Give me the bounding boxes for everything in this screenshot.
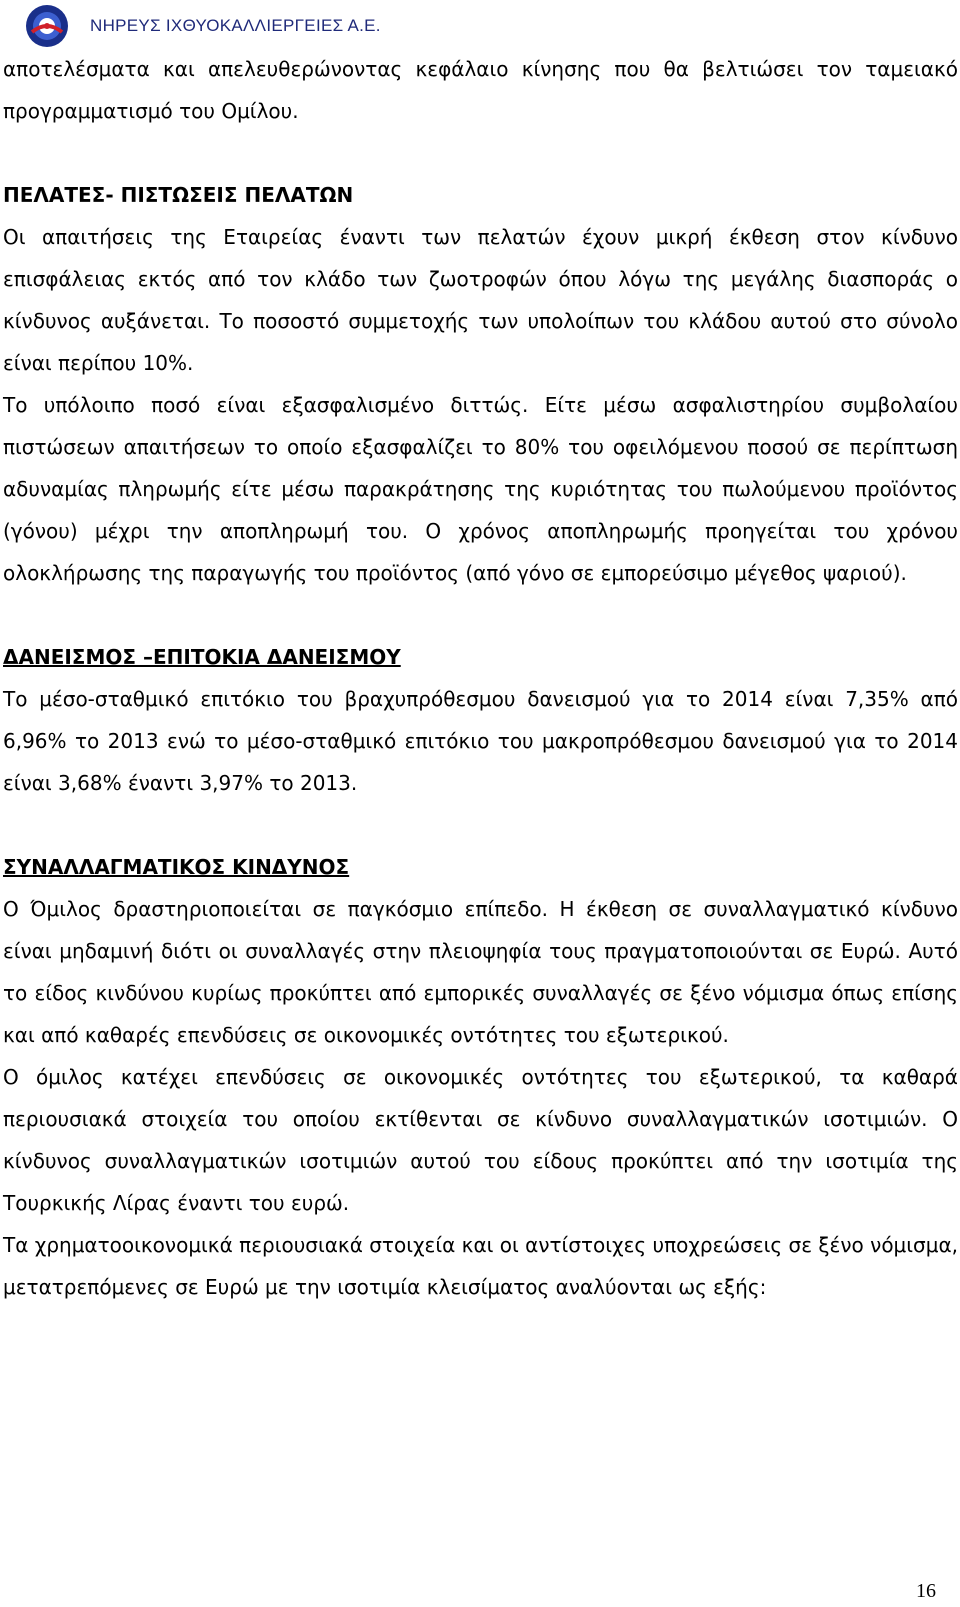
company-name: ΝΗΡΕΥΣ ΙΧΘΥΟΚΑΛΛΙΕΡΓΕΙΕΣ Α.Ε. (90, 16, 381, 35)
fx-paragraph-1: Ο Όμιλος δραστηριοποιείται σε παγκόσμιο επίπεδο. Η έκθεση σε συναλλαγματικό κίνδυνο είναι μηδαμινή διότι οι συναλλαγές στην πλειοψηφία τους πραγματοποιούνται σε Ευρώ. Αυτό το είδος κινδύνου κυρίως προκύπτει από εμπορικές συναλλαγές σε ξένο νόμισμα όπως επίσης και από καθαρές επενδύσεις σε οικονομικές οντότητες του εξωτερικού. (3, 897, 958, 1047)
customers-paragraph-1: Οι απαιτήσεις της Εταιρείας έναντι των πελατών έχουν μικρή έκθεση στον κίνδυνο επισφάλειας εκτός από τον κλάδο των ζωοτροφών όπου λόγω της μεγάλης διασποράς ο κίνδυνος αυξάνεται. Το ποσοστό συμμετοχής των υπολοίπων του κλάδου αυτού στο σύνολο είναι περίπου 10%. (3, 225, 958, 375)
loans-paragraph: Το μέσο-σταθμικό επιτόκιο του βραχυπρόθεσμου δανεισμού για το 2014 είναι 7,35% από 6,96% το 2013 ενώ το μέσο-σταθμικό επιτόκιο του μακροπρόθεσμου δανεισμού για το 2014 είναι 3,68% έναντι 3,97% το 2013. (3, 687, 958, 795)
intro-paragraph: αποτελέσματα και απελευθερώνοντας κεφάλαιο κίνησης που θα βελτιώσει τον ταμειακό προγραμματισμό του Ομίλου. (3, 57, 958, 123)
customers-heading: ΠΕΛΑΤΕΣ- ΠΙΣΤΩΣΕΙΣ ΠΕΛΑΤΩΝ (3, 183, 354, 207)
fx-paragraph-3: Τα χρηματοοικονομικά περιουσιακά στοιχεία και οι αντίστοιχες υποχρεώσεις σε ξένο νόμισμα, μετατρεπόμενες σε Ευρώ με την ισοτιμία κλεισίματος αναλύονται ως εξής: (3, 1233, 958, 1299)
fx-paragraph-2: Ο όμιλος κατέχει επενδύσεις σε οικονομικές οντότητες του εξωτερικού, τα καθαρά περιουσιακά στοιχεία του οποίου εκτίθενται σε κίνδυνο συναλλαγματικών ισοτιμιών. Ο κίνδυνος συναλλαγματικών ισοτιμιών αυτού του είδους προκύπτει από την ισοτιμία της Τουρκικής Λίρας έναντι του ευρώ. (3, 1065, 958, 1215)
spacer (3, 594, 958, 636)
spacer (3, 804, 958, 846)
spacer (3, 132, 958, 174)
document-body (3, 48, 958, 1308)
page-header (22, 2, 381, 50)
company-logo-icon (22, 2, 72, 50)
fx-heading: ΣΥΝΑΛΛΑΓΜΑΤΙΚΟΣ ΚΙΝΔΥΝΟΣ (3, 855, 350, 879)
page-number: 16 (916, 1580, 936, 1602)
customers-paragraph-2: Το υπόλοιπο ποσό είναι εξασφαλισμένο διττώς. Είτε μέσω ασφαλιστηρίου συμβολαίου πιστώσεων απαιτήσεων το οποίο εξασφαλίζει το 80% του οφειλόμενου ποσού σε περίπτωση αδυναμίας πληρωμής είτε μέσω παρακράτησης της κυριότητας του πωλούμενου προϊόντος (γόνου) μέχρι την αποπληρωμή του. Ο χρόνος αποπληρωμής προηγείται του χρόνου ολοκλήρωσης της παραγωγής του προϊόντος (από γόνο σε εμπορεύσιμο μέγεθος ψαριού). (3, 393, 958, 585)
loans-heading: ΔΑΝΕΙΣΜΟΣ –ΕΠΙΤΟΚΙΑ ΔΑΝΕΙΣΜΟΥ (3, 645, 401, 669)
